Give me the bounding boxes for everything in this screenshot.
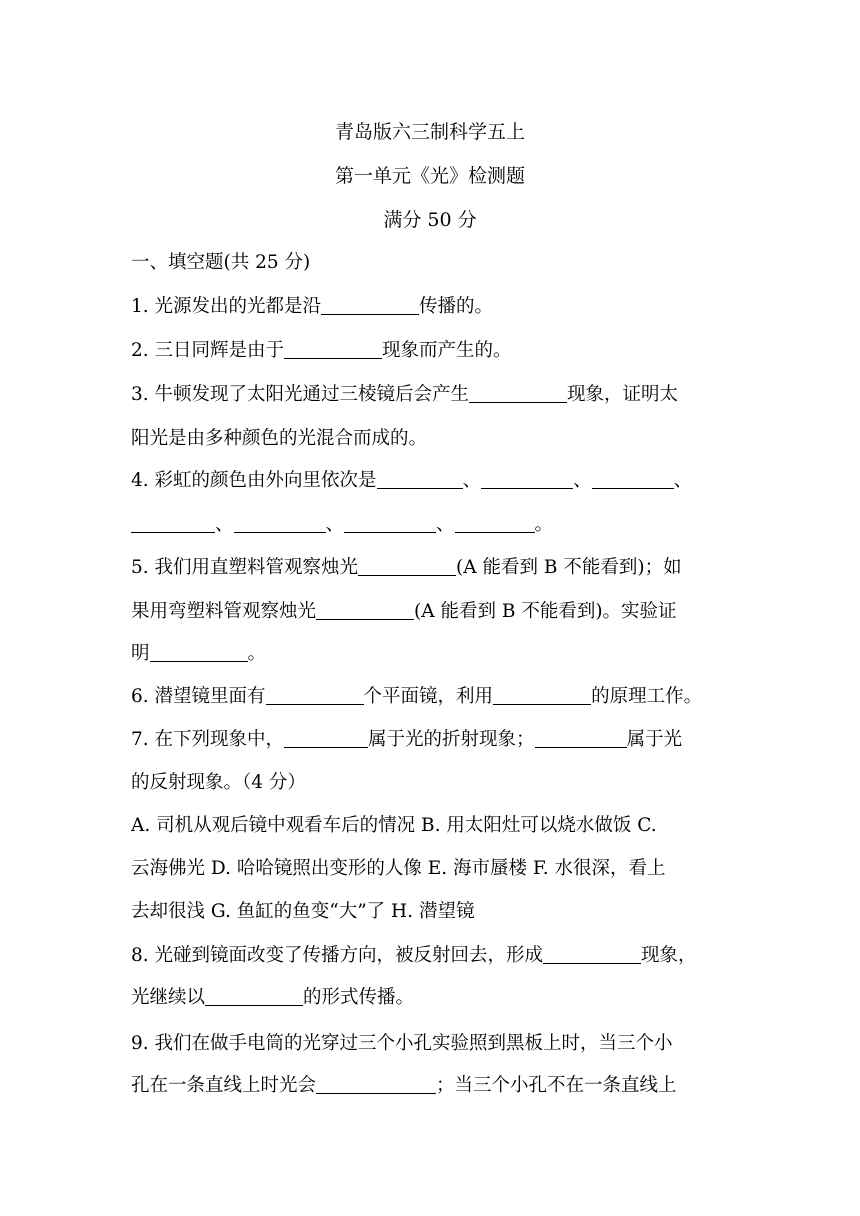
question-8 [131, 944, 697, 968]
question-3 [131, 383, 678, 407]
separator: 、 [462, 470, 482, 491]
answer-blank[interactable] [493, 685, 591, 705]
answer-blank[interactable] [469, 383, 567, 403]
answer-blank[interactable] [284, 339, 382, 359]
question-7 [131, 728, 682, 752]
doc-total-score: 满分 50 分 [383, 209, 477, 231]
answer-blank[interactable] [316, 600, 414, 620]
answer-blank[interactable] [592, 469, 674, 489]
answer-blank[interactable] [131, 513, 215, 533]
question-text: ；当三个小孔不在一条直线上 [436, 1075, 677, 1096]
separator: 、 [325, 514, 345, 535]
question-text: 属于光 [626, 729, 683, 750]
question-4 [131, 469, 692, 493]
question-7-cont: 的反射现象。（4 分） [131, 772, 306, 793]
question-text: 8. 光碰到镜面改变了传播方向，被反射回去，形成 [131, 945, 544, 966]
question-text: 个平面镜，利用 [363, 686, 494, 707]
separator: 、 [673, 470, 693, 491]
question-7-options: A. 司机从观后镜中观看车后的情况 B. 用太阳灶可以烧水做饭 C. [131, 815, 657, 836]
answer-blank[interactable] [205, 986, 303, 1006]
question-text: 果用弯塑料管观察烛光 [131, 601, 317, 622]
question-text: 明 [131, 643, 150, 664]
question-text: 。 [247, 643, 267, 664]
question-7-options: 去却很浅 G. 鱼缸的鱼变“大”了 H. 潜望镜 [131, 901, 475, 922]
question-text: 现象，证明太 [567, 384, 679, 405]
question-text: 属于光的折射现象； [368, 729, 535, 750]
answer-blank[interactable] [535, 728, 627, 748]
question-text: 光继续以 [131, 987, 206, 1008]
question-3-cont: 阳光是由多种颜色的光混合而成的。 [131, 428, 428, 449]
answer-blank[interactable] [150, 642, 248, 662]
answer-blank[interactable] [284, 728, 368, 748]
answer-blank[interactable] [321, 295, 419, 315]
question-5 [131, 556, 682, 580]
question-text: 现象而产生的。 [382, 340, 512, 361]
question-text: (A 能看到 B 不能看到)。实验证 [414, 601, 677, 622]
answer-blank[interactable] [266, 685, 364, 705]
section-heading-fill-blank: 一、填空题(共 25 分) [131, 252, 311, 273]
question-text: (A 能看到 B 不能看到)；如 [456, 557, 682, 578]
question-text: 孔在一条直线上时光会 [131, 1075, 317, 1096]
question-6 [131, 685, 702, 709]
answer-blank[interactable] [377, 469, 463, 489]
question-text: 的原理工作。 [591, 686, 703, 707]
answer-blank[interactable] [543, 944, 641, 964]
question-text: 2. 三日同辉是由于 [131, 340, 285, 361]
answer-blank[interactable] [455, 513, 535, 533]
doc-title-series: 青岛版六三制科学五上 [334, 121, 525, 143]
answer-blank[interactable] [358, 556, 456, 576]
question-text: 现象， [641, 945, 697, 966]
question-8-cont [131, 986, 414, 1010]
question-text: 5. 我们用直塑料管观察烛光 [131, 557, 359, 578]
question-9-cont [131, 1074, 677, 1098]
doc-title-unit: 第一单元《光》检测题 [334, 165, 525, 187]
period: 。 [534, 514, 554, 535]
question-4-cont [131, 513, 553, 537]
question-2 [131, 339, 512, 363]
separator: 、 [436, 514, 455, 535]
question-text: 3. 牛顿发现了太阳光通过三棱镜后会产生 [131, 384, 470, 405]
question-text: 4. 彩虹的颜色由外向里依次是 [131, 470, 377, 491]
question-text: 传播的。 [419, 296, 494, 317]
question-7-options: 云海佛光 D. 哈哈镜照出变形的人像 E. 海市蜃楼 F. 水很深，看上 [131, 858, 666, 879]
answer-blank[interactable] [234, 513, 326, 533]
question-9: 9. 我们在做手电筒的光穿过三个小孔实验照到黑板上时，当三个小 [131, 1033, 673, 1054]
question-text: 7. 在下列现象中， [131, 729, 285, 750]
question-1 [131, 295, 493, 319]
question-text: 1. 光源发出的光都是沿 [131, 296, 322, 317]
question-5-cont2 [131, 642, 266, 666]
question-text: 的形式传播。 [303, 987, 415, 1008]
answer-blank[interactable] [481, 469, 573, 489]
question-text: 6. 潜望镜里面有 [131, 686, 266, 707]
separator: 、 [215, 514, 234, 535]
answer-blank[interactable] [344, 513, 436, 533]
answer-blank[interactable] [316, 1074, 436, 1094]
separator: 、 [573, 470, 592, 491]
question-5-cont [131, 600, 677, 624]
